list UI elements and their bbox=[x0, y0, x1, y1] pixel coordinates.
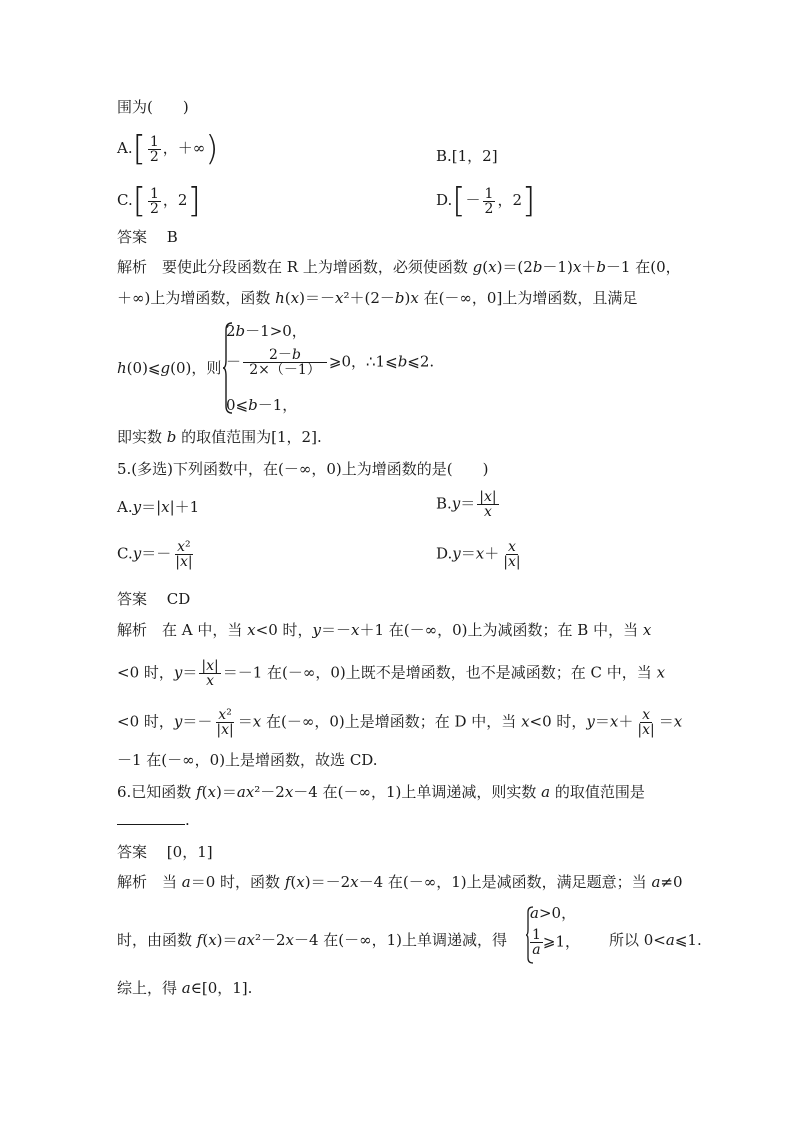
q5-option-c: C.y＝－ $\frac{\text{x²}}{|x|}$ bbox=[117, 539, 193, 570]
q4-option-c: C.[ $\frac{1}{2}$ ，2] bbox=[117, 181, 201, 221]
q5-option-d: D.y＝x＋ $\frac{x}{|x|}$ bbox=[436, 539, 521, 570]
q5-option-b: B.y＝ $\frac{|x|}{x}$ bbox=[436, 489, 497, 520]
q4-answer bbox=[117, 227, 178, 247]
q4-system-lead: h(0)⩽g(0)，则 bbox=[117, 359, 222, 377]
q4-system-row-3: 0⩽b－1， bbox=[226, 396, 298, 414]
q4-option-a: A.[ $\frac{1}{2}$ ，＋∞) bbox=[117, 129, 219, 169]
q4-analysis-line-1: 解析 要使此分段函数在 R 上为增函数，必须使函数 g(x)＝(2b－1)x＋b－1 在(0， bbox=[117, 258, 681, 276]
q6-answer: 答案 [0，1] bbox=[117, 843, 213, 861]
q6-stem: 6.已知函数 f(x)＝ax²－2x－4 在(－∞，1)上单调递减，则实数 a 的取值范围是 bbox=[117, 783, 645, 801]
q5-answer: 答案 CD bbox=[117, 590, 191, 608]
q5-analysis-line-3: <0 时，y＝－ $\frac{\text{x²}}{|x|}$ ＝x 在(－∞，0)上是增函数；在 D 中，当 x<0 时，y＝x＋ $\frac{x}{|x|}$ ＝x bbox=[117, 707, 683, 738]
q5-analysis-line-1: 解析 在 A 中，当 x<0 时，y＝－x＋1 在(－∞，0)上为减函数；在 B 中，当 x bbox=[117, 621, 652, 639]
q6-analysis-line-2-tail: 所以 0<a⩽1. bbox=[609, 931, 702, 949]
q4-system-row-2: － $\frac{2-b}{2\times(-1)}$ ⩾0，∴1⩽b⩽2. bbox=[226, 347, 435, 378]
q5-analysis-line-2: <0 时，y＝ $\frac{|x|}{x}$ ＝－1 在(－∞，0)上既不是增函数，也不是减函数；在 C 中，当 x bbox=[117, 658, 666, 689]
q4-analysis-line-2: ＋∞)上为增函数，函数 h(x)＝－x²＋(2－b)x 在(－∞，0]上为增函数，且满足 bbox=[117, 289, 638, 307]
q4-option-b: B.[1，2] bbox=[436, 147, 498, 165]
q5-stem: 5.(多选)下列函数中，在(－∞，0)上为增函数的是( ) bbox=[117, 460, 489, 478]
q4-conclusion: 即实数 b 的取值范围为[1，2]. bbox=[117, 428, 322, 446]
q6-answer-blank: . bbox=[117, 810, 190, 830]
q6-analysis-line-2: 时，由函数 f(x)＝ax²－2x－4 在(－∞，1)上单调递减，得 bbox=[117, 931, 508, 949]
q6-analysis-line-1: 解析 当 a＝0 时，函数 f(x)＝－2x－4 在(－∞，1)上是减函数，满足题意；当 a≠0 bbox=[117, 873, 683, 891]
q4-stem-tail: 围为( ) bbox=[117, 98, 189, 116]
answer-label: 答案 bbox=[117, 228, 148, 246]
q6-system-row-2: $\frac{1}{a}$ ⩾1， bbox=[532, 927, 581, 958]
q5-option-a: A.y＝|x|＋1 bbox=[117, 498, 200, 516]
q5-analysis-line-4: －1 在(－∞，0)上是增函数，故选 CD. bbox=[117, 751, 378, 769]
q4-option-d: D.[－ $\frac{1}{2}$ ，2] bbox=[436, 181, 536, 221]
answer-value: B bbox=[166, 228, 178, 246]
q4-system-row-1: 2b－1>0， bbox=[226, 322, 307, 340]
q6-conclusion: 综上，得 a∈[0，1]. bbox=[117, 979, 253, 997]
q6-system-row-1: a>0， bbox=[530, 904, 577, 922]
